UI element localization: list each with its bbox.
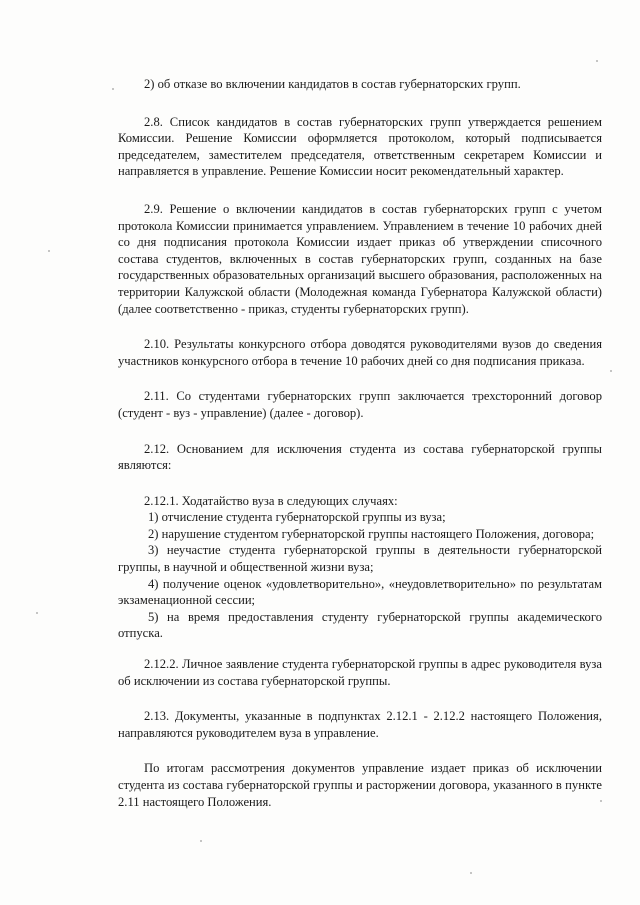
- paragraph-2-11: 2.11. Со студентами губернаторских групп заключается трехсторонний договор (студент - вуз - управление) (далее - договор).: [118, 389, 602, 420]
- list-item: 4) получение оценок «удовлетворительно», «неудовлетворительно» по результатам экзаменационной сессии;: [118, 576, 602, 608]
- list-item: 5) на время предоставления студенту губернаторской группы академического отпуска.: [118, 609, 602, 641]
- paragraph-2-8: 2.8. Список кандидатов в состав губернаторских групп утверждается решением Комиссии. Решение Комиссии оформляется протоколом, который подписывается председателем, заместителем председателя, ответственным секретарем Комиссии и направляется в управление. Решение Комиссии носит рекомендательный характер.: [118, 114, 602, 179]
- scan-speck: [610, 370, 612, 372]
- list-item: 1) отчисление студента губернаторской группы из вуза;: [148, 510, 446, 525]
- document-body: [118, 76, 602, 810]
- paragraph-final: По итогам рассмотрения документов управление издает приказ об исключении студента из состава губернаторской группы и расторжении договора, указанного в пункте 2.11 настоящего Положения.: [118, 761, 602, 809]
- scan-speck: [112, 88, 114, 90]
- scan-speck: [200, 840, 202, 842]
- paragraph-2-13: 2.13. Документы, указанные в подпунктах 2.12.1 - 2.12.2 настоящего Положения, направляются руководителем вуза в управление.: [118, 709, 602, 740]
- exclusion-reasons-list: [118, 509, 602, 642]
- scan-speck: [600, 800, 602, 802]
- paragraph-2-12-1: 2.12.1. Ходатайство вуза в следующих случаях:: [144, 493, 398, 508]
- scan-speck: [36, 612, 38, 614]
- scan-speck: [470, 872, 472, 874]
- paragraph-2-10: 2.10. Результаты конкурсного отбора доводятся руководителями вузов до сведения участников конкурсного отбора в течение 10 рабочих дней со дня подписания приказа.: [118, 337, 602, 368]
- scan-speck: [48, 250, 50, 252]
- paragraph-2-12-2: 2.12.2. Личное заявление студента губернаторской группы в адрес руководителя вуза об исключении из состава губернаторской группы.: [118, 657, 602, 688]
- list-item: 3) неучастие студента губернаторской группы в деятельности губернаторской группы, в научной и общественной жизни вуза;: [118, 543, 602, 575]
- paragraph-2-7-item-2: 2) об отказе во включении кандидатов в состав губернаторских групп.: [144, 77, 521, 91]
- scan-speck: [596, 60, 598, 62]
- paragraph-2-9: 2.9. Решение о включении кандидатов в состав губернаторских групп с учетом протокола Комиссии принимается управлением. Управлением в течение 10 рабочих дней со дня подписания протокола Комиссии издает приказ об утверждении списочного состава студентов, включенных в состав губернаторских групп, созданных на базе государственных образовательных организаций высшего образования, расположенных на территории Калужской области (Молодежная команда Губернатора Калужской области) (далее соответственно - приказ, студенты губернаторских групп).: [118, 201, 602, 316]
- list-item: 2) нарушение студентом губернаторской группы настоящего Положения, договора;: [148, 526, 595, 541]
- paragraph-2-12: 2.12. Основанием для исключения студента из состава губернаторской группы являются:: [118, 441, 602, 473]
